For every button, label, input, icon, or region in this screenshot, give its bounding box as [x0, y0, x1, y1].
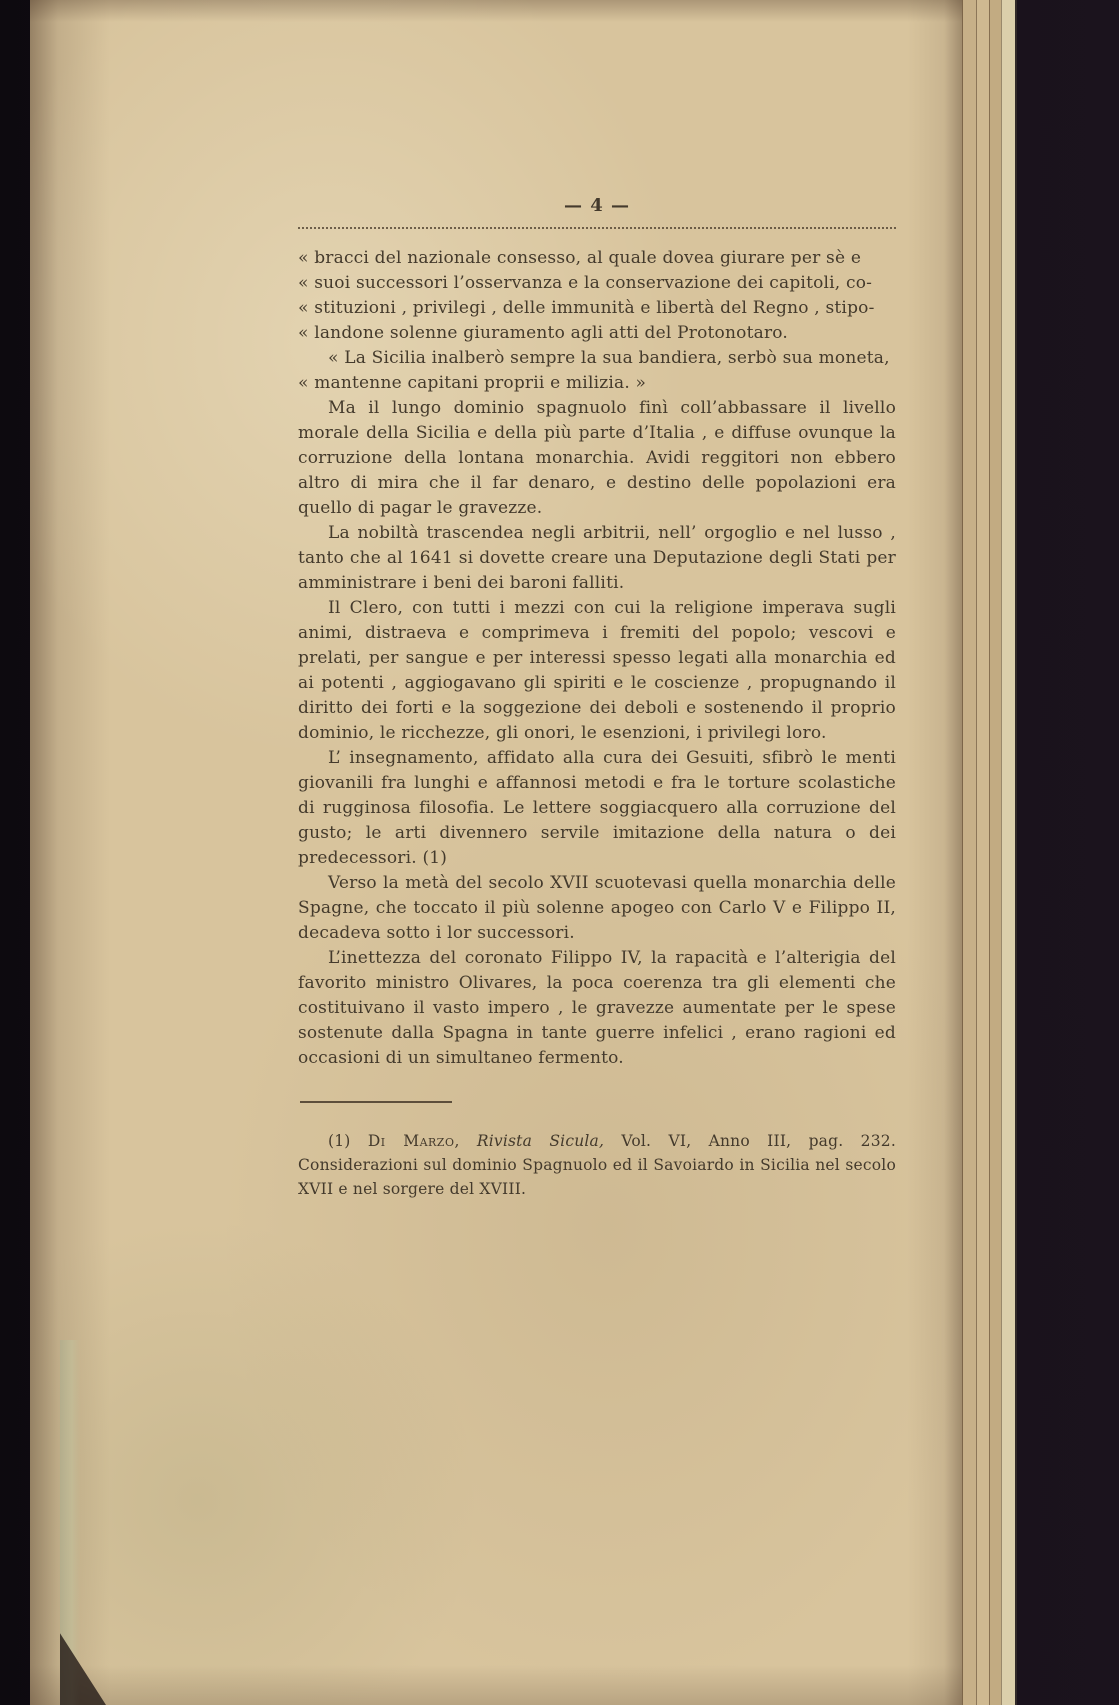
quoted-line: « mantenne capitani proprii e milizia. » — [298, 373, 647, 393]
underlying-page-edge — [976, 0, 990, 1705]
footnote-work-title: Rivista Sicula, — [476, 1132, 605, 1150]
footnote-sep: , — [454, 1132, 477, 1150]
quoted-line: « La Sicilia inalberò sempre la sua bandiera, serbò sua moneta, — [328, 348, 890, 368]
quoted-line: « stituzioni , privilegi , delle immunità e libertà del Regno , stipo- — [298, 298, 875, 318]
quoted-line: « landone solenne giuramento agli atti del Protonotaro. — [298, 323, 789, 343]
footnote-rest: Vol. VI, Anno III, pag. 232. Considerazioni sul dominio Spagnuolo ed il Savoiardo in Sicilia nel secolo XVII e nel sorgere del XVIII. — [298, 1132, 896, 1198]
quoted-line: « bracci del nazionale consesso, al quale dovea giurare per sè e — [298, 248, 862, 268]
header-rule — [298, 227, 896, 229]
paragraph: L’inettezza del coronato Filippo IV, la rapacità e l’alterigia del favorito ministro Olivares, la poca coerenza tra gli elementi che costituivano il vasto impero , le gravezze aumentate per le spese sostenute dalla Spagna in tante guerre infelici , erano ragioni ed occasioni di un simultaneo fermento. — [298, 948, 896, 1068]
quoted-line: « suoi successori l’osservanza e la conservazione dei capitoli, co- — [298, 273, 873, 293]
footnote-separator — [300, 1101, 452, 1103]
footnote — [298, 1129, 896, 1201]
text-block — [298, 193, 896, 1201]
paragraph: Verso la metà del secolo XVII scuotevasi quella monarchia delle Spagne, che toccato il più solenne apogeo con Carlo V e Filippo II, decadeva sotto i lor successori. — [298, 873, 896, 943]
quoted-passage-1 — [298, 246, 896, 346]
page-number: — 4 — — [563, 195, 631, 216]
book-page — [30, 0, 962, 1705]
paragraph: Il Clero, con tutti i mezzi con cui la religione imperava sugli animi, distraeva e comprimeva i fremiti del popolo; vescovi e prelati, per sangue e per interessi spesso legati alla monarchia ed ai potenti , aggiogavano gli spiriti e le coscienze , propugnando il diritto dei forti e la soggezione dei deboli e sostenendo il proprio dominio, le ricchezze, gli onori, le esenzioni, i privilegi loro. — [298, 598, 896, 743]
underlying-page-edge — [962, 0, 977, 1705]
paragraph: La nobiltà trascendea negli arbitrii, nell’ orgoglio e nel lusso , tanto che al 1641 si dovette creare una Deputazione degli Stati per amministrare i beni dei baroni falliti. — [298, 523, 896, 593]
underlying-page-edge — [1001, 0, 1017, 1705]
paragraph: L’ insegnamento, affidato alla cura dei Gesuiti, sfibrò le menti giovanili fra lunghi e affannosi metodi e fra le torture scolastiche di rugginosa filosofia. Le lettere soggiacquero alla corruzione del gusto; le arti divennero servile imitazione della natura o dei predecessori. (1) — [298, 748, 896, 868]
footnote-author: Di Marzo — [367, 1132, 455, 1150]
footnote-marker: (1) — [328, 1132, 368, 1150]
quoted-passage-2 — [298, 346, 896, 396]
paragraph: Ma il lungo dominio spagnuolo finì coll’abbassare il livello morale della Sicilia e della più parte d’Italia , e diffuse ovunque la corruzione della lontana monarchia. Avidi reggitori non ebbero altro di mira che il far denaro, e destino delle popolazioni era quello di pagar le gravezze. — [298, 398, 896, 518]
